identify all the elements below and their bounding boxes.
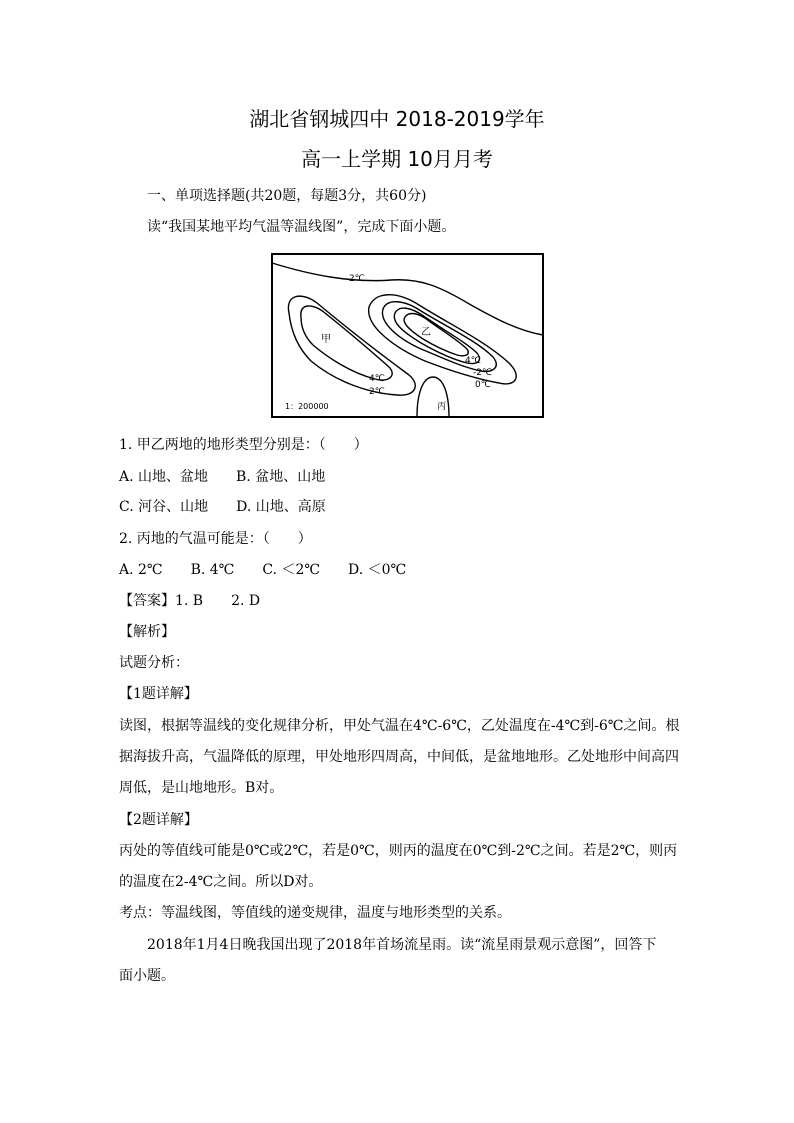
q1-detail-line3: 周低，是山地地形。B对。 (119, 780, 284, 796)
label-2c-left: 2℃ (369, 387, 385, 397)
kaodian-line: 考点：等温线图，等值线的递变规律，温度与地形类型的关系。 (119, 905, 511, 921)
q1-detail-line2: 据海拔升高，气温降低的原理，甲处地形四周高，中间低，是盆地地形。乙处地形中间高四 (119, 749, 679, 765)
doc-title-line2: 高一上学期 10月月考 (301, 147, 493, 171)
question-1-options-cd: C. 河谷、山地 D. 山地、高原 (119, 499, 326, 515)
analysis-heading: 【解析】 (119, 624, 175, 640)
q1-detail-line1: 读图，根据等温线的变化规律分析，甲处气温在4℃-6℃，乙处温度在-4℃到-6℃之间。根 (119, 718, 680, 734)
label-bing: 丙 (437, 402, 447, 412)
doc-title-line1: 湖北省钢城四中 2018-2019学年 (249, 107, 545, 131)
label-yi: 乙 (421, 327, 431, 338)
question-intro: 读“我国某地平均气温等温线图”，完成下面小题。 (147, 219, 456, 235)
section-header: 一、单项选择题(共20题，每题3分，共60分) (147, 188, 427, 204)
label-4c-right: 4℃ (465, 356, 481, 366)
isotherm-map-figure (271, 253, 544, 418)
label-neg2c-right: -2℃ (473, 368, 493, 378)
q1-detail-heading: 【1题详解】 (119, 686, 198, 702)
label-2c-top: 2℃ (349, 274, 365, 284)
q2-detail-heading: 【2题详解】 (119, 812, 198, 828)
q2-detail-line1: 丙处的等值线可能是0℃或2℃，若是0℃，则丙的温度在0℃到-2℃之间。若是2℃，则丙 (119, 843, 678, 859)
map-scale: 1：200000 (285, 402, 329, 411)
q2-detail-line2: 的温度在2-4℃之间。所以D对。 (119, 874, 323, 890)
label-0c-right: 0℃ (475, 380, 491, 390)
next-question-intro-line1: 2018年1月4日晚我国出现了2018年首场流星雨。读“流星雨景观示意图”，回答下 (147, 937, 657, 953)
question-2: 2. 丙地的气温可能是：（ ） (119, 531, 312, 547)
answer-line: 【答案】1. B 2. D (119, 593, 261, 609)
analysis-subheading: 试题分析： (119, 655, 189, 671)
next-question-intro-line2: 面小题。 (119, 968, 175, 984)
question-1: 1. 甲乙两地的地形类型分别是：（ ） (119, 437, 368, 453)
question-1-options-ab: A. 山地、盆地 B. 盆地、山地 (119, 469, 326, 485)
label-jia: 甲 (321, 334, 331, 345)
question-2-options: A. 2℃ B. 4℃ C. ＜2℃ D. ＜0℃ (119, 562, 407, 578)
label-4c-left: 4℃ (369, 374, 385, 384)
